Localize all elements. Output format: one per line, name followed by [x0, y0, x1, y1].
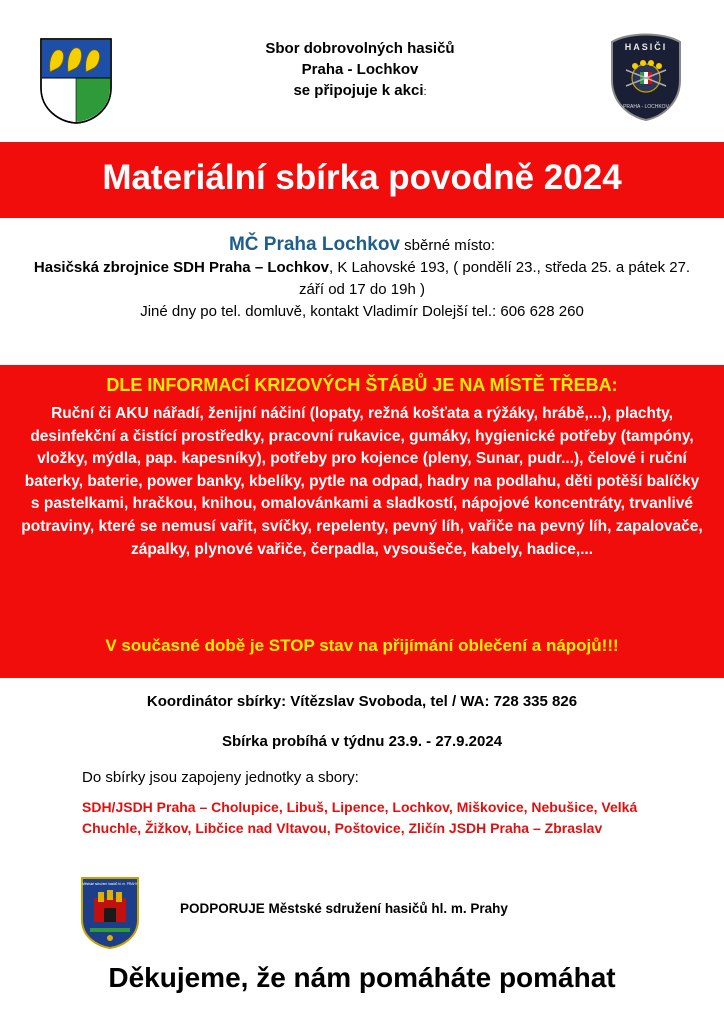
badge-top-text: HASIČI — [624, 42, 668, 52]
organizer-location: Praha - Lochkov — [301, 61, 419, 78]
address-and-hours: , K Lahovské 193, ( pondělí 23., středa 25. a pátek 27. září od 17 do 19h ) — [299, 259, 691, 298]
organizer-name: Sbor dobrovolných hasičů — [265, 40, 455, 57]
needs-box — [0, 365, 724, 678]
district-name: MČ Praha Lochkov — [228, 234, 400, 255]
hasici-lochkov-badge-logo — [608, 28, 684, 122]
title-banner — [0, 142, 724, 218]
fire-station-name: Hasičská zbrojnice SDH Praha – Lochkov — [33, 259, 330, 276]
prague-fire-association-logo — [80, 876, 140, 950]
organizer-header — [180, 38, 540, 103]
badge-bottom-text: PRAHA - LOCHKOV — [623, 104, 669, 110]
collection-point-line — [20, 234, 704, 257]
stop-notice: V současné době je STOP stav na přijímání oblečení a nápojů!!! — [105, 636, 619, 655]
needs-heading: DLE INFORMACÍ KRIZOVÝCH ŠTÁBŮ JE NA MÍSTĚ TŘEBA: — [106, 375, 618, 395]
collection-dates: Sbírka probíhá v týdnu 23.9. - 27.9.2024 — [221, 733, 503, 750]
coordinator-contact: Koordinátor sbírky: Vítězslav Svoboda, tel / WA: 728 335 826 — [146, 693, 578, 710]
lochkov-coat-of-arms-logo — [40, 38, 112, 124]
needs-items: Ruční či AKU nářadí, ženijní náčiní (lopaty, režná košťata a rýžáky, hrábě,...), plachty, desinfekční a čistící prostředky, pracovní rukavice, gumáky, hygienické potřeby (tampóny, vložky, mýdla, pap. kapesníky), potřeby pro kojence (pleny, Sunar, pudr...), čelové i ruční baterky, baterie, power banky, kbelíky, pytle na odpad, hadry na podlahu, děti potěší balíčky s pastelkami, hračkou, knihou, omalovánkami a sladkostí, nápojové koncentráty, trvanlivé potraviny, které se nemusí vařit, svíčky, repelenty, pevný líh, vařiče na pevný líh, zapalovače, zápalky, plynové vařiče, čerpadla, vysoušeče, kabely, hadice,... — [21, 405, 703, 558]
collection-point-label: sběrné místo: — [400, 237, 496, 254]
page-title: Materiální sbírka povodně 2024 — [102, 158, 622, 197]
organizer-joins-text: se připojuje k akci: — [293, 82, 427, 99]
collection-point-info — [20, 234, 704, 323]
units-list: SDH/JSDH Praha – Cholupice, Libuš, Lipence, Lochkov, Miškovice, Nebušice, Velká Chuchle, Žižkov, Libčice nad Vltavou, Poštovice, Zličín JSDH Praha – Zbraslav — [82, 799, 638, 836]
thanks-message: Děkujeme, že nám pomáháte pomáhat — [108, 962, 616, 993]
other-days-contact: Jiné dny po tel. domluvě, kontakt Vladimír Dolejší tel.: 606 628 260 — [140, 303, 584, 320]
bottom-logo-text: Městské sdružení hasičů hl. m. PRAHY — [82, 882, 138, 886]
units-label: Do sbírky jsou zapojeny jednotky a sbory: — [82, 769, 359, 786]
collection-address — [20, 257, 704, 301]
support-line: PODPORUJE Městské sdružení hasičů hl. m. Prahy — [180, 901, 508, 916]
